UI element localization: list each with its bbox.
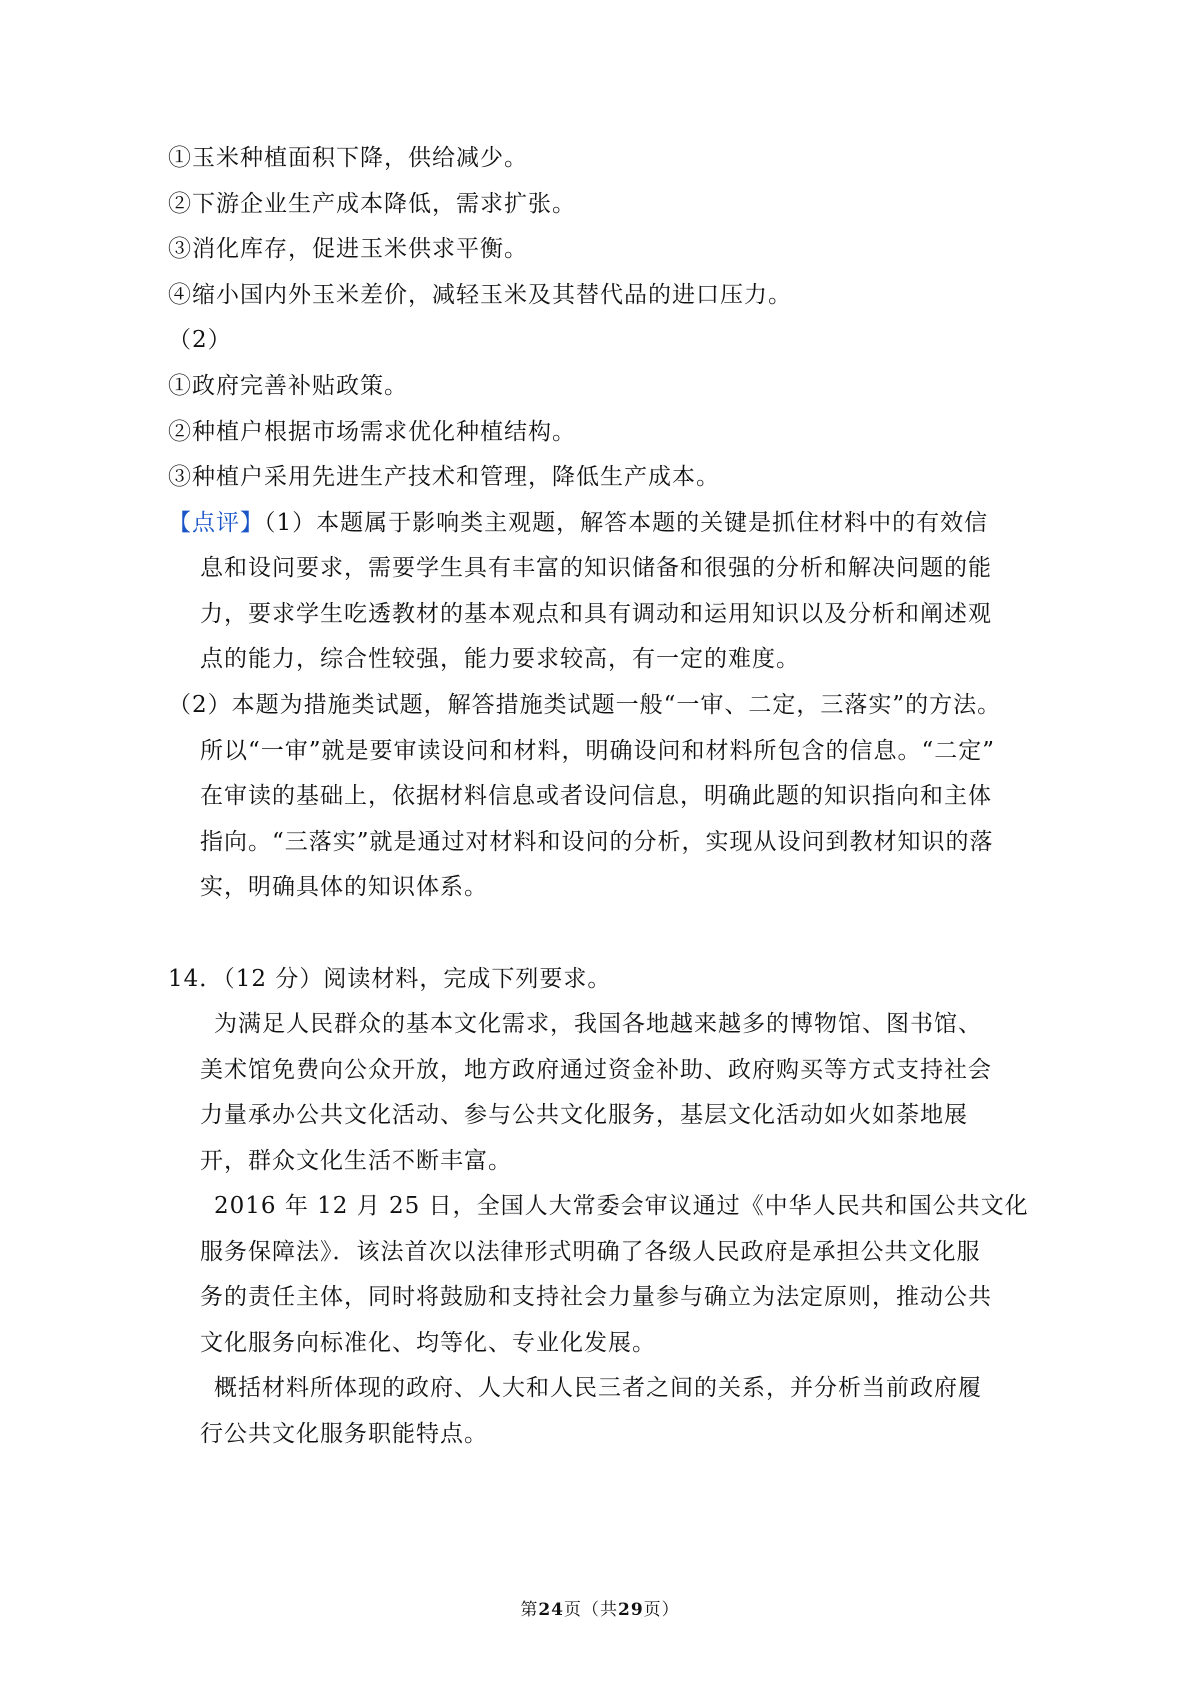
question14-para1-line-4: 开，群众文化生活不断丰富。 <box>200 1148 512 1174</box>
question14-para2-line-2: 服务保障法》．该法首次以法律形式明确了各级人民政府是承担公共文化服 <box>200 1239 981 1265</box>
footer-prefix: 第 <box>520 1600 539 1620</box>
question14-para1-line-3: 力量承办公共文化活动、参与公共文化服务，基层文化活动如火如荼地展 <box>200 1102 968 1128</box>
answer2-label: （2） <box>168 327 232 353</box>
comment-p2-line-4: 实，明确具体的知识体系。 <box>200 874 488 900</box>
question14-para1-line-2: 美术馆免费向公众开放，地方政府通过资金补助、政府购买等方式支持社会 <box>200 1057 992 1083</box>
answer2-item-3: ③种植户采用先进生产技术和管理，降低生产成本。 <box>168 464 720 490</box>
comment-p2-line-3: 指向。“三落实”就是通过对材料和设问的分析，实现从设问到教材知识的落 <box>200 829 994 855</box>
question14-para1-line-1: 为满足人民群众的基本文化需求，我国各地越来越多的博物馆、图书馆、 <box>214 1011 982 1037</box>
question14-heading: 14．（12 分）阅读材料，完成下列要求。 <box>168 966 612 992</box>
comment-p1-line-1: 息和设问要求，需要学生具有丰富的知识储备和很强的分析和解决问题的能 <box>200 555 992 581</box>
question14-para2-line-3: 务的责任主体，同时将鼓励和支持社会力量参与确立为法定原则，推动公共 <box>200 1284 992 1310</box>
footer-page-number: 24 <box>538 1600 564 1620</box>
question14-para2-line-4: 文化服务向标准化、均等化、专业化发展。 <box>200 1330 656 1356</box>
answer2-item-1: ①政府完善补贴政策。 <box>168 373 408 399</box>
question14-task-line-1: 概括材料所体现的政府、人大和人民三者之间的关系，并分析当前政府履 <box>214 1375 982 1401</box>
comment-p2-first: （2）本题为措施类试题，解答措施类试题一般“一审、二定，三落实”的方法。 <box>168 692 1002 718</box>
comment-p2-line-2: 在审读的基础上，依据材料信息或者设问信息，明确此题的知识指向和主体 <box>200 783 992 809</box>
page-footer <box>0 1598 1200 1622</box>
footer-middle: 页（共 <box>564 1600 618 1620</box>
comment-first-line <box>168 507 988 539</box>
comment-tag: 【点评】 <box>168 510 264 536</box>
comment-p1-line-2: 力，要求学生吃透教材的基本观点和具有调动和运用知识以及分析和阐述观 <box>200 601 992 627</box>
answer1-item-2: ②下游企业生产成本降低，需求扩张。 <box>168 191 576 217</box>
footer-total-pages: 29 <box>618 1600 644 1620</box>
comment-p1-line-3: 点的能力，综合性较强，能力要求较高，有一定的难度。 <box>200 646 800 672</box>
question14-para2-line-1: 2016 年 12 月 25 日，全国人大常委会审议通过《中华人民共和国公共文化 <box>214 1193 1029 1219</box>
comment-p2-line-1: 所以“一审”就是要审读设问和材料，明确设问和材料所包含的信息。“二定” <box>200 738 996 764</box>
footer-suffix: 页） <box>643 1600 680 1620</box>
answer1-item-3: ③消化库存，促进玉米供求平衡。 <box>168 236 528 262</box>
answer1-item-4: ④缩小国内外玉米差价，减轻玉米及其替代品的进口压力。 <box>168 282 792 308</box>
comment-p1-first: （1）本题属于影响类主观题，解答本题的关键是抓住材料中的有效信 <box>264 510 989 536</box>
answer2-item-2: ②种植户根据市场需求优化种植结构。 <box>168 419 576 445</box>
question14-task-line-2: 行公共文化服务职能特点。 <box>200 1421 488 1447</box>
answer1-item-1: ①玉米种植面积下降，供给减少。 <box>168 145 528 171</box>
